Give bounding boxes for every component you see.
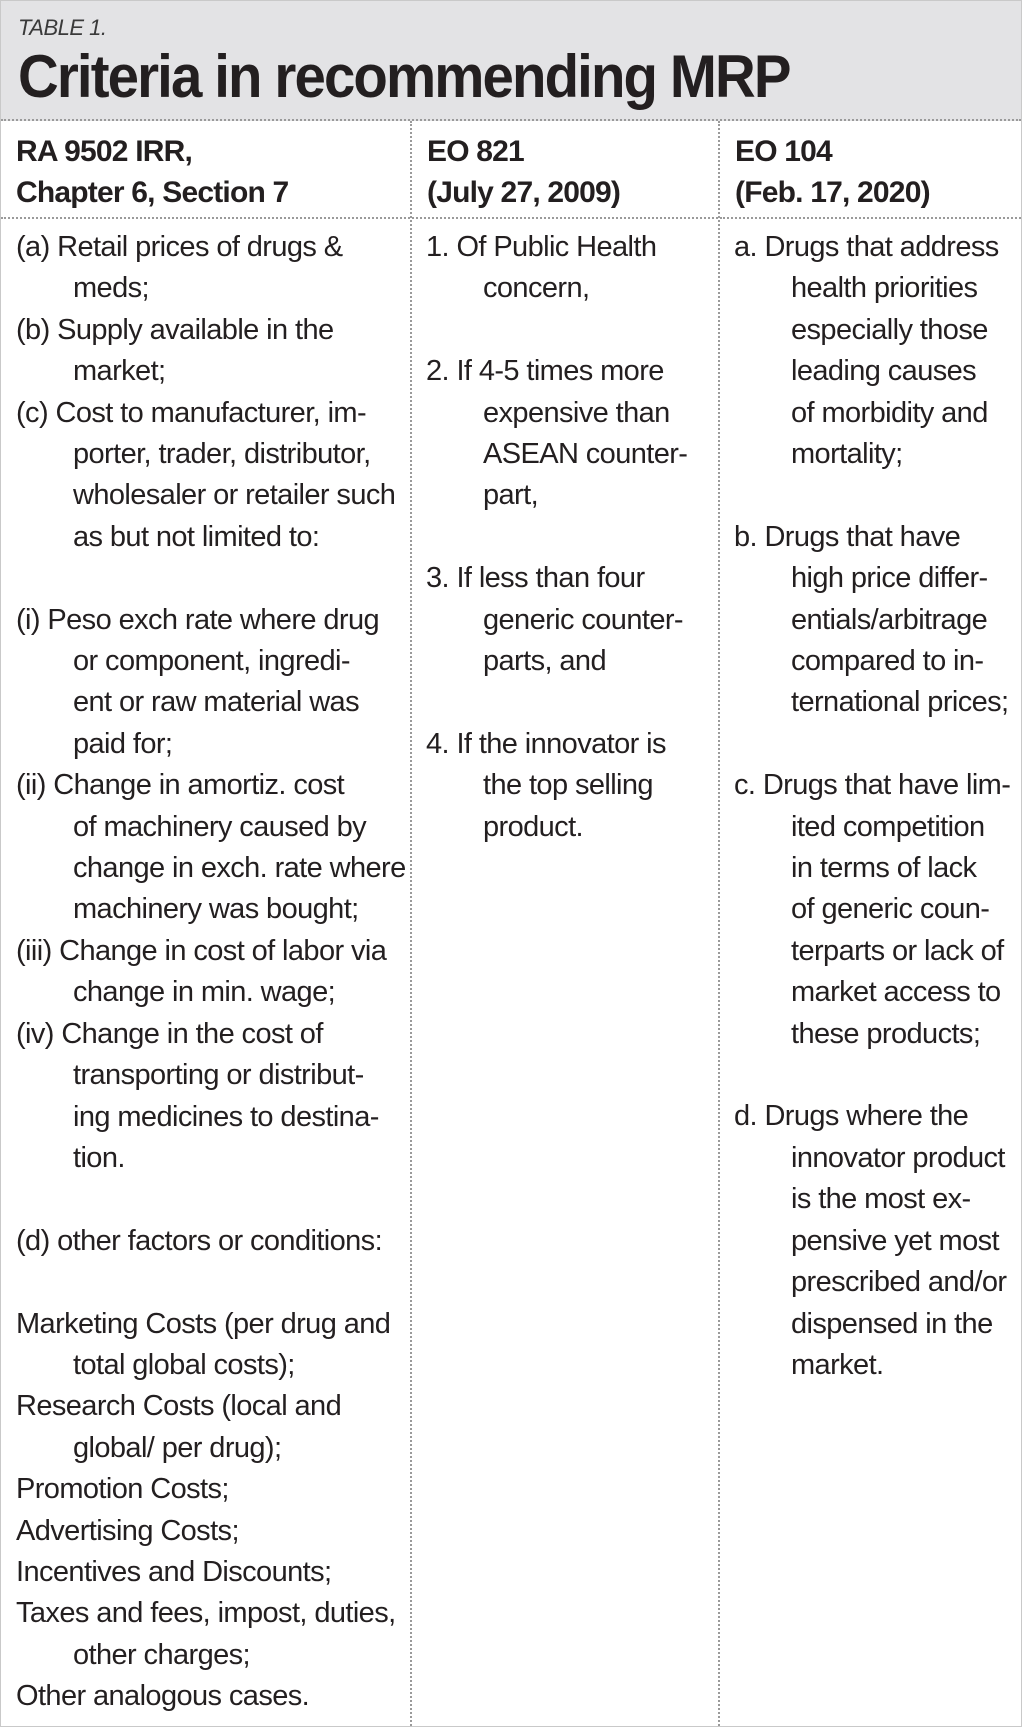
- criteria-line: especially those: [791, 313, 988, 346]
- criteria-line: (a) Retail prices of drugs &: [16, 231, 343, 263]
- criteria-line: parts, and: [483, 645, 606, 678]
- header-line: RA 9502 IRR,: [16, 135, 193, 168]
- criteria-item: [16, 227, 406, 310]
- criteria-line: concern,: [483, 272, 590, 305]
- criteria-line: meds;: [73, 272, 149, 305]
- criteria-line: ternational prices;: [791, 686, 1009, 719]
- criteria-line: part,: [483, 479, 539, 512]
- criteria-line: of morbidity and: [791, 396, 988, 429]
- title-bar: [1, 1, 1021, 121]
- criteria-line: ent or raw material was: [73, 686, 359, 719]
- criteria-line: market.: [791, 1348, 884, 1381]
- criteria-line: (ii) Change in amortiz. cost: [16, 769, 345, 802]
- criteria-item: [16, 1304, 406, 1387]
- criteria-line: Marketing Costs (per drug and: [16, 1307, 391, 1340]
- column-header: [1, 121, 410, 219]
- criteria-line: of generic coun-: [791, 893, 990, 926]
- criteria-line: of machinery caused by: [73, 810, 367, 843]
- criteria-line: global/ per drug);: [73, 1431, 282, 1464]
- spacer: [16, 1179, 406, 1220]
- criteria-line: paid for;: [73, 727, 173, 760]
- criteria-line: Research Costs (local and: [16, 1390, 342, 1423]
- table-kicker: TABLE 1.: [18, 15, 107, 40]
- criteria-item: [426, 558, 714, 682]
- criteria-line: (b) Supply available in the: [16, 313, 334, 346]
- criteria-line: 4. If the innovator is: [426, 727, 666, 760]
- criteria-line: d. Drugs where the: [734, 1100, 969, 1133]
- column-eo-821: [410, 121, 718, 1726]
- criteria-line: prescribed and/or: [791, 1266, 1007, 1299]
- criteria-line: entials/arbitrage: [791, 603, 988, 636]
- criteria-line: compared to in-: [791, 645, 984, 678]
- criteria-line: high price differ-: [791, 562, 988, 595]
- criteria-line: Incentives and Discounts;: [16, 1555, 332, 1588]
- criteria-item: [16, 1593, 406, 1676]
- spacer: [426, 310, 714, 351]
- header-line: (July 27, 2009): [427, 176, 621, 209]
- criteria-line: transporting or distribut-: [73, 1059, 364, 1092]
- criteria-line: Other analogous cases.: [16, 1680, 310, 1713]
- criteria-item: [16, 1552, 406, 1593]
- criteria-line: is the most ex-: [791, 1183, 971, 1216]
- criteria-item: [16, 1469, 406, 1510]
- spacer: [734, 724, 1017, 765]
- criteria-line: ASEAN counter-: [483, 438, 688, 471]
- criteria-line: (c) Cost to manufacturer, im-: [16, 396, 367, 429]
- criteria-item: [426, 351, 714, 517]
- criteria-item: [734, 517, 1017, 724]
- criteria-line: ited competition: [791, 810, 985, 843]
- criteria-line: product.: [483, 810, 583, 843]
- criteria-line: mortality;: [791, 438, 903, 471]
- criteria-line: porter, trader, distributor,: [73, 438, 371, 471]
- criteria-line: as but not limited to:: [73, 520, 320, 553]
- column-header: [412, 121, 718, 219]
- criteria-item: [16, 393, 406, 559]
- criteria-line: change in min. wage;: [73, 976, 336, 1009]
- column-ra-9502: [1, 121, 410, 1726]
- criteria-item: [16, 1511, 406, 1552]
- criteria-item: [734, 1096, 1017, 1386]
- criteria-line: change in exch. rate where: [73, 852, 406, 885]
- criteria-line: leading causes: [791, 355, 977, 388]
- criteria-line: expensive than: [483, 396, 670, 429]
- criteria-line: market access to: [791, 976, 1001, 1009]
- table-title: Criteria in recommending MRP: [18, 43, 790, 110]
- criteria-item: [16, 765, 406, 931]
- header-line: EO 821: [427, 135, 524, 168]
- column-body: [412, 219, 718, 848]
- criteria-line: (iii) Change in cost of labor via: [16, 934, 387, 967]
- criteria-line: tion.: [73, 1141, 125, 1174]
- criteria-item: [16, 600, 406, 766]
- criteria-item: [16, 1221, 406, 1262]
- criteria-item: [16, 310, 406, 393]
- criteria-line: these products;: [791, 1017, 981, 1050]
- spacer: [16, 558, 406, 599]
- criteria-line: the top selling: [483, 769, 653, 802]
- criteria-item: [734, 765, 1017, 1055]
- criteria-line: 1. Of Public Health: [426, 231, 657, 263]
- criteria-line: a. Drugs that address: [734, 231, 999, 263]
- criteria-item: [426, 227, 714, 310]
- criteria-line: innovator product: [791, 1141, 1005, 1174]
- spacer: [734, 475, 1017, 516]
- criteria-line: Taxes and fees, impost, duties,: [16, 1597, 396, 1630]
- criteria-line: dispensed in the: [791, 1307, 993, 1340]
- criteria-line: 2. If 4-5 times more: [426, 355, 664, 388]
- criteria-line: Advertising Costs;: [16, 1514, 239, 1547]
- criteria-line: in terms of lack: [791, 852, 977, 885]
- header-line: (Feb. 17, 2020): [735, 176, 930, 209]
- criteria-line: generic counter-: [483, 603, 683, 636]
- column-header: [720, 121, 1021, 219]
- spacer: [426, 682, 714, 723]
- header-line: EO 104: [735, 135, 832, 168]
- criteria-line: market;: [73, 355, 166, 388]
- header-line: Chapter 6, Section 7: [16, 176, 289, 209]
- criteria-item: [734, 227, 1017, 475]
- criteria-item: [16, 1386, 406, 1469]
- criteria-line: (i) Peso exch rate where drug: [16, 603, 379, 636]
- criteria-line: (iv) Change in the cost of: [16, 1017, 323, 1050]
- criteria-table: [1, 121, 1021, 1726]
- criteria-line: 3. If less than four: [426, 562, 645, 595]
- column-body: [720, 219, 1021, 1386]
- spacer: [426, 517, 714, 558]
- criteria-item: [16, 1014, 406, 1180]
- spacer: [734, 1055, 1017, 1096]
- criteria-line: or component, ingredi-: [73, 645, 350, 678]
- criteria-item: [16, 1676, 406, 1717]
- criteria-line: Promotion Costs;: [16, 1473, 229, 1506]
- criteria-item: [16, 931, 406, 1014]
- criteria-line: wholesaler or retailer such: [73, 479, 396, 512]
- criteria-line: ing medicines to destina-: [73, 1100, 379, 1133]
- criteria-line: (d) other factors or conditions:: [16, 1224, 383, 1257]
- criteria-line: terparts or lack of: [791, 934, 1004, 967]
- column-eo-104: [718, 121, 1021, 1726]
- criteria-line: health priorities: [791, 272, 978, 305]
- criteria-item: [426, 724, 714, 848]
- criteria-line: machinery was bought;: [73, 893, 359, 926]
- criteria-line: other charges;: [73, 1638, 250, 1671]
- criteria-line: c. Drugs that have lim-: [734, 769, 1011, 802]
- spacer: [16, 1262, 406, 1303]
- criteria-line: total global costs);: [73, 1348, 295, 1381]
- column-body: [1, 219, 410, 1718]
- criteria-line: b. Drugs that have: [734, 520, 961, 553]
- criteria-line: pensive yet most: [791, 1224, 999, 1257]
